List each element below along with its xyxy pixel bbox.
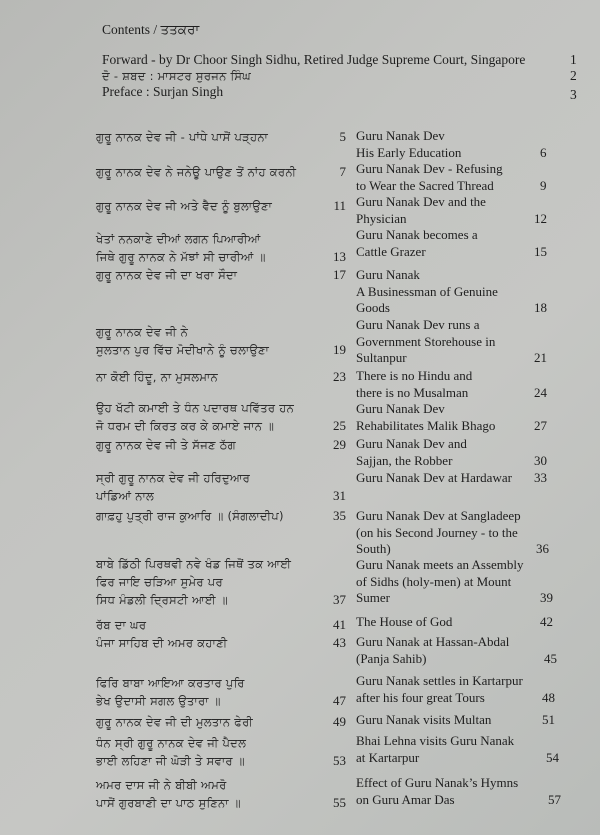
page-number: 17: [333, 267, 346, 282]
page-number: 19: [333, 342, 346, 357]
entry-title-line: on Guru Amar Das: [356, 791, 455, 807]
page-number: 15: [534, 243, 547, 259]
entry-title-line: ਖੇਤਾਂ ਨਨਕਾਣੇ ਦੀਆਂ ਲਗਨ ਪਿਆਰੀਆਂ: [96, 232, 261, 246]
entry-title-line: Guru Nanak Dev and the: [356, 194, 486, 209]
entry-title-line: to Wear the Sacred Thread: [356, 177, 494, 193]
entry-title-line: Guru Nanak Dev at Sangladeep: [356, 508, 521, 523]
entry-title-line: Guru Nanak: [356, 267, 420, 282]
english-entry: [356, 634, 568, 667]
punjabi-entry: [96, 436, 346, 454]
entry-title-line: of Sidhs (holy-men) at Mount: [356, 573, 512, 589]
page-number: 24: [534, 384, 547, 400]
page-number: 18: [534, 300, 547, 315]
entry-title-line: ਗੁਰੂ ਨਾਨਕ ਦੇਵ ਨੇ ਜਨੇਊ ਪਾਉਣ ਤੋਂ ਨਾਂਹ ਕਰਨੀ: [96, 165, 297, 179]
entry-title-line: at Kartarpur: [356, 749, 420, 765]
contents-heading: Contents / ਤਤਕਰਾ: [102, 22, 200, 37]
page-number: 1: [570, 52, 577, 67]
page-number: 5: [339, 129, 346, 144]
entry-title-line: Goods: [356, 300, 390, 315]
punjabi-entry: [96, 507, 346, 525]
page-number: 29: [333, 437, 346, 452]
english-entry: [356, 712, 568, 729]
punjabi-entry: [96, 734, 346, 770]
entry-title-line: ਗਾਫ਼ਹੁ ਪੁਤ੍ਰੀ ਰਾਜ ਕੁਆਰਿ ॥ (ਸੰਗਲਾਦੀਪ): [96, 509, 284, 523]
page-number: 30: [534, 452, 547, 468]
punjabi-entry: [96, 399, 346, 435]
page-number: 12: [534, 210, 547, 226]
punjabi-entry: [96, 776, 346, 812]
page-number: 41: [333, 617, 346, 632]
entry-title-line: after his four great Tours: [356, 689, 485, 705]
entry-title-line: ਪਾਂਡਿਆਂ ਨਾਲ: [96, 489, 155, 503]
entry-title-line: There is no Hindu and: [356, 368, 473, 383]
english-entry: [356, 128, 568, 161]
entry-title-line: Government Storehouse in: [356, 333, 496, 349]
punjabi-entry: [96, 674, 346, 710]
page-number: 51: [542, 712, 555, 727]
entry-title-line: Guru Nanak becomes a: [356, 227, 478, 242]
entry-title-line: His Early Education: [356, 144, 462, 160]
front-matter-entry: [102, 52, 582, 68]
english-entry: [356, 775, 568, 808]
entry-title-line: ਪਾਸੋਂ ਗੁਰਬਾਣੀ ਦਾ ਪਾਠ ਸੁਣਿਨਾ ॥: [96, 796, 241, 810]
english-entry: [356, 267, 568, 317]
entry-title-line: ਅਮਰ ਦਾਸ ਜੀ ਨੇ ਬੀਬੀ ਅਮਰੋ: [96, 778, 227, 792]
punjabi-entry: [96, 616, 346, 634]
english-entry: [356, 508, 568, 558]
punjabi-entry: [96, 163, 346, 181]
punjabi-entry: [96, 197, 346, 215]
page-number: 54: [546, 749, 559, 765]
entry-title-line: Guru Nanak Dev runs a: [356, 317, 480, 332]
page-number: 25: [333, 418, 346, 433]
entry-title-line: ਉਹ ਖੱਟੀ ਕਮਾਈ ਤੇ ਧੰਨ ਪਦਾਰਥ ਪਵਿੱਤਰ ਹਨ: [96, 401, 295, 415]
page-number: 57: [548, 791, 561, 807]
entry-title-line: Guru Nanak Dev at Hardawar: [356, 470, 512, 485]
punjabi-entry: [96, 634, 346, 652]
entry-title-line: ਪੰਜਾ ਸਾਹਿਬ ਦੀ ਅਮਰ ਕਹਾਣੀ: [96, 636, 228, 650]
english-entry: [356, 401, 568, 434]
entry-title-line: ਗੁਰੂ ਨਾਨਕ ਦੇਵ ਜੀ ਦੀ ਮੁਲਤਾਨ ਫੇਰੀ: [96, 715, 254, 729]
entry-title-line: The House of God: [356, 614, 453, 629]
punjabi-entry: [96, 368, 346, 386]
entry-title-line: (on his Second Journey - to the: [356, 524, 518, 540]
english-entry: [356, 161, 568, 194]
english-entry: [356, 733, 568, 766]
entry-title-line: ਗੁਰੂ ਨਾਨਕ ਦੇਵ ਜੀ ਨੇ: [96, 325, 189, 339]
entry-title-line: ਗੁਰੂ ਨਾਨਕ ਦੇਵ ਜੀ - ਪਾਂਧੇ ਪਾਸੋਂ ਪੜ੍ਹਨਾ: [96, 130, 269, 144]
entry-title-line: Cattle Grazer: [356, 243, 426, 259]
entry-title-line: ਫਿਰਿ ਬਾਬਾ ਆਇਆ ਕਰਤਾਰ ਪੁਰਿ: [96, 676, 245, 690]
entry-title-line: ਨਾ ਕੋਈ ਹਿੰਦੂ, ਨਾ ਮੁਸਲਮਾਨ: [96, 370, 218, 384]
entry-title-line: Effect of Guru Nanak’s Hymns: [356, 775, 519, 790]
entry-title: Preface : Surjan Singh: [102, 84, 224, 99]
entry-title-line: Physician: [356, 210, 407, 226]
english-entry: [356, 227, 568, 260]
page-number: 2: [570, 68, 577, 83]
punjabi-entry: [96, 555, 346, 609]
english-entry: [356, 470, 568, 487]
page-number: 48: [542, 689, 555, 705]
entry-title: ਦੋ - ਸ਼ਬਦ : ਮਾਸਟਰ ਸੁਰਜਨ ਸਿੰਘ: [102, 69, 252, 83]
entry-title-line: there is no Musalman: [356, 384, 469, 400]
entry-title-line: ਭੇਖ ਉਦਾਸੀ ਸਗਲ ਉਤਾਰਾ ॥: [96, 694, 221, 708]
entry-title-line: Sajjan, the Robber: [356, 452, 453, 468]
entry-title-line: ਬਾਬੇ ਡਿੱਠੀ ਪਿਰਥਵੀ ਨਵੇ ਖੰਡ ਜਿਥੋਂ ਤਕ ਆਈ: [96, 557, 292, 571]
english-entry: [356, 194, 568, 227]
front-matter-list: [102, 52, 582, 100]
entry-title-line: ਫਿਰ ਜਾਇ ਚੜਿਆ ਸੁਮੇਰ ਪਰ: [96, 575, 223, 589]
punjabi-entry: [96, 266, 346, 284]
entry-title-line: Guru Nanak Dev and: [356, 436, 467, 451]
punjabi-entry: [96, 469, 346, 505]
page-number: 11: [333, 198, 346, 213]
entry-title-line: ਭਾਈ ਲਹਿਣਾ ਜੀ ਘੋੜੀ ਤੇ ਸਵਾਰ ॥: [96, 754, 245, 768]
entry-title-line: Guru Nanak Dev: [356, 128, 445, 143]
entry-title-line: Guru Nanak Dev: [356, 401, 445, 416]
english-entry: [356, 368, 568, 401]
page-number: 9: [540, 177, 547, 193]
entry-title-line: Rehabilitates Malik Bhago: [356, 417, 496, 433]
page-number: 23: [333, 369, 346, 384]
english-entry: [356, 557, 568, 607]
punjabi-entry: [96, 323, 346, 359]
page-number: 42: [540, 614, 553, 629]
entry-title: Forward - by Dr Choor Singh Sidhu, Retired Judge Supreme Court, Singapore: [102, 52, 526, 67]
entry-title-line: A Businessman of Genuine: [356, 283, 498, 299]
page-number: 7: [339, 164, 346, 179]
page-number: 27: [534, 417, 547, 433]
entry-title-line: Guru Nanak visits Multan: [356, 712, 492, 727]
page-number: 36: [536, 541, 549, 556]
page-number: 13: [333, 249, 346, 264]
page-number: 39: [540, 590, 553, 605]
page-number: 31: [333, 488, 346, 503]
page-number: 21: [534, 350, 547, 365]
front-matter-entry: [102, 68, 582, 84]
entry-title-line: Guru Nanak meets an Assembly: [356, 557, 524, 572]
punjabi-entry: [96, 230, 346, 266]
entry-title-line: ਜੋ ਧਰਮ ਦੀ ਕਿਰਤ ਕਰ ਕੇ ਕਮਾਏ ਜਾਨ ॥: [96, 419, 275, 433]
entry-title-line: Guru Nanak settles in Kartarpur: [356, 673, 523, 688]
english-entry: [356, 673, 568, 706]
page-number: 43: [333, 635, 346, 650]
page-number: 37: [333, 592, 346, 607]
page-number: 49: [333, 714, 346, 729]
page-number: 33: [534, 470, 547, 485]
english-entry: [356, 436, 568, 469]
entry-title-line: ਗੁਰੂ ਨਾਨਕ ਦੇਵ ਜੀ ਦਾ ਖਰਾ ਸੌਦਾ: [96, 268, 238, 282]
page-number: 55: [333, 795, 346, 810]
punjabi-entry: [96, 713, 346, 731]
page-number: 47: [333, 693, 346, 708]
page-number: 3: [570, 87, 577, 102]
entry-title-line: ਗੁਰੂ ਨਾਨਕ ਦੇਵ ਜੀ ਅਤੇ ਵੈਦ ਨੂੰ ਬੁਲਾਉਣਾ: [96, 199, 273, 213]
entry-title-line: ਗੁਰੂ ਨਾਨਕ ਦੇਵ ਜੀ ਤੇ ਸੱਜਣ ਠੱਗ: [96, 438, 236, 452]
entry-title-line: South): [356, 541, 391, 556]
front-matter-entry: [102, 84, 582, 100]
page-number: 35: [333, 508, 346, 523]
english-entry: [356, 614, 568, 631]
page-number: 53: [333, 753, 346, 768]
entry-title-line: (Panja Sahib): [356, 650, 427, 666]
entry-title-line: ਧੰਨ ਸ੍ਰੀ ਗੁਰੂ ਨਾਨਕ ਦੇਵ ਜੀ ਪੈਦਲ: [96, 736, 247, 750]
entry-title-line: Guru Nanak at Hassan-Abdal: [356, 634, 510, 649]
entry-title-line: Sumer: [356, 590, 390, 605]
entry-title-line: Bhai Lehna visits Guru Nanak: [356, 733, 515, 748]
entry-title-line: ਜਿਥੇ ਗੁਰੂ ਨਾਨਕ ਨੇ ਮੱਝਾਂ ਸੀ ਚਾਰੀਆਂ ॥: [96, 250, 266, 264]
entry-title-line: ਸ੍ਰੀ ਗੁਰੂ ਨਾਨਕ ਦੇਵ ਜੀ ਹਰਿਦੁਆਰ: [96, 471, 251, 485]
entry-title-line: Sultanpur: [356, 350, 407, 365]
entry-title-line: ਰੱਬ ਦਾ ਘਰ: [96, 618, 147, 632]
entry-title-line: ਸਿਧ ਮੰਡਲੀ ਦ੍ਰਿਸਟੀ ਆਈ ॥: [96, 593, 228, 607]
entry-title-line: Guru Nanak Dev - Refusing: [356, 161, 503, 176]
english-entry: [356, 317, 568, 367]
entry-title-line: ਸੁਲਤਾਨ ਪੁਰ ਵਿੱਚ ਮੋਦੀਖਾਨੇ ਨੂੰ ਚਲਾਉਣਾ: [96, 343, 270, 357]
page-number: 6: [540, 144, 547, 160]
page-number: 45: [544, 650, 557, 666]
punjabi-entry: [96, 128, 346, 146]
